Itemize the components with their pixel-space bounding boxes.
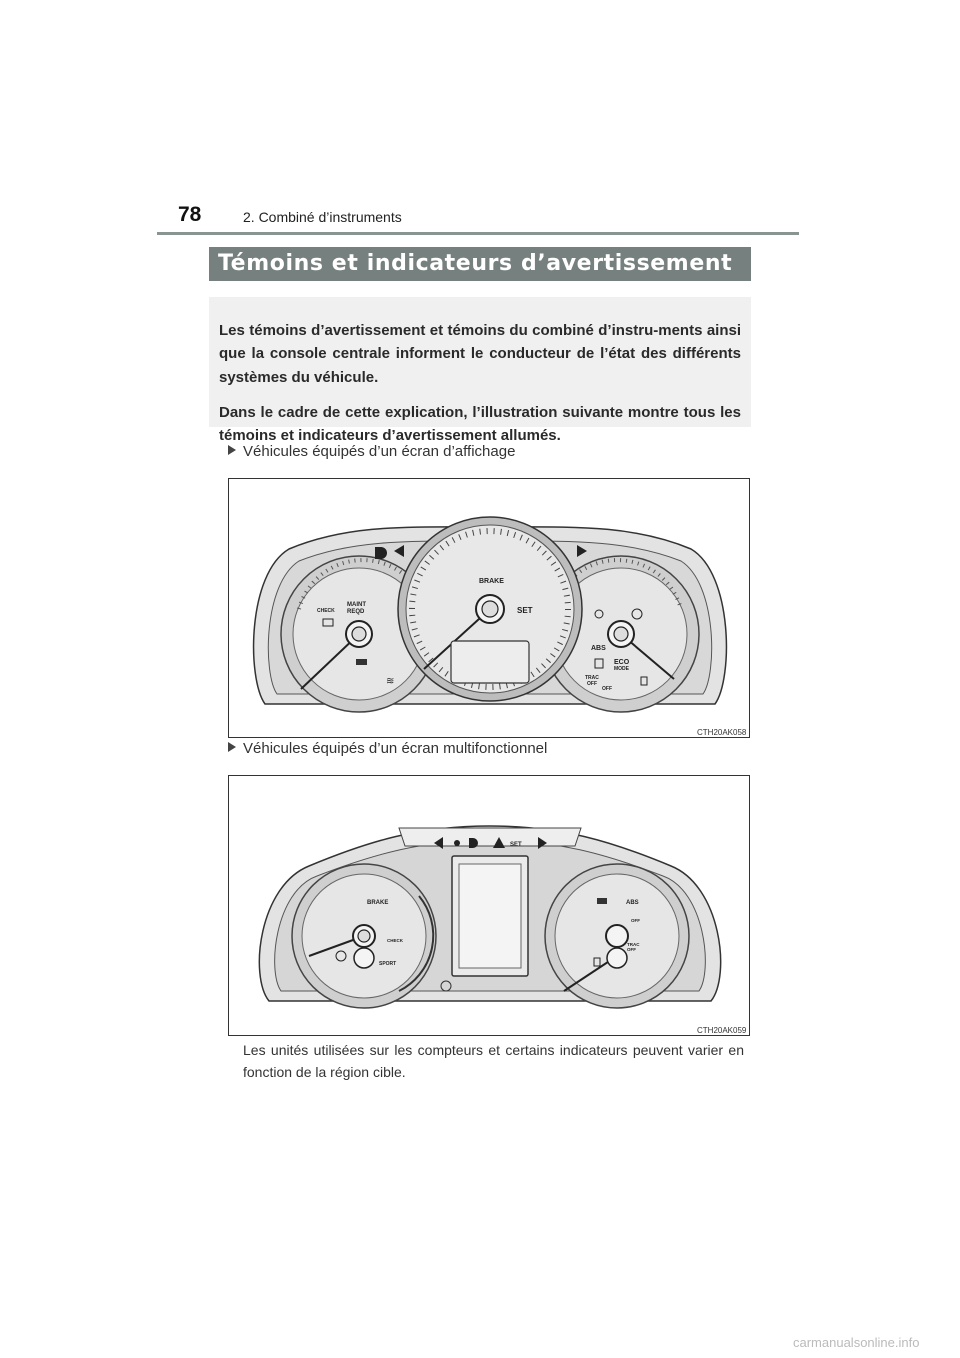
figure2-code: CTH20AK059	[697, 1026, 747, 1035]
figure1-cluster	[228, 478, 750, 738]
set-label: SET	[510, 842, 522, 848]
brake-label: BRAKE	[479, 578, 504, 585]
trac-label: TRAC	[585, 675, 599, 681]
check-label: CHECK	[317, 608, 335, 614]
eco-icon	[597, 898, 607, 904]
top-indicator-strip	[399, 828, 581, 846]
temp-icon: ≋	[386, 676, 395, 687]
figure2-illustration	[229, 776, 750, 1036]
eco-label: ECO	[614, 659, 630, 666]
right-gauge	[545, 864, 689, 1008]
intro-paragraph-2: Dans le cadre de cette explication, l’illustration suivante montre tous les témoins et indicateurs d’avertissement allumés.	[219, 403, 741, 444]
headlight-icon	[375, 547, 387, 559]
section-banner	[209, 247, 751, 281]
brake-label: BRAKE	[367, 900, 389, 906]
header-rule	[157, 232, 799, 235]
page-number: 78	[178, 203, 202, 226]
figure1-code: CTH20AK058	[697, 728, 747, 737]
eco-icon	[356, 659, 367, 665]
vsc-off-label: OFF	[631, 918, 640, 923]
intro-paragraph-1: Les témoins d’avertissement et témoins du combiné d’instru-ments ainsi que la console centrale informent le conducteur de l’état des différents systèmes du véhicule.	[219, 322, 741, 386]
watermark: carmanualsonline.info	[793, 1335, 920, 1350]
intro-box	[209, 297, 751, 444]
set-label: SET	[517, 606, 533, 615]
chapter-title: 2. Combiné d’instruments	[243, 209, 402, 225]
figure1-illustration	[229, 479, 750, 738]
mode-label: MODE	[614, 666, 629, 672]
figure2-caption-text: Véhicules équipés d’un écran multifonctionnel	[243, 740, 548, 757]
bullet-triangle-icon	[228, 445, 236, 455]
bullet-triangle-icon	[228, 742, 236, 752]
abs-label: ABS	[591, 645, 606, 652]
sport-label: SPORT	[379, 961, 397, 967]
trac-off-label: OFF	[627, 947, 636, 952]
figure1-caption	[228, 443, 515, 460]
display-screen	[451, 641, 529, 683]
abs-label: ABS	[626, 900, 639, 906]
tail-light-icon	[454, 840, 460, 846]
figure2-cluster	[228, 775, 750, 1036]
left-gauge	[292, 864, 436, 1008]
maint-label: MAINT	[347, 602, 366, 608]
check-label: CHECK	[387, 938, 404, 943]
vsc-off-label: OFF	[602, 686, 612, 692]
figure1-caption-text: Véhicules équipés d’un écran d’affichage	[243, 443, 516, 460]
section-title: Témoins et indicateurs d’avertissement	[218, 251, 733, 276]
reqd-label: REQD	[347, 609, 365, 615]
figure2-caption	[228, 740, 547, 757]
center-speedometer	[398, 517, 582, 701]
trac-off-label: OFF	[587, 681, 597, 687]
footnote: Les unités utilisées sur les compteurs et certains indicateurs peuvent varier en fonction de la région cible.	[243, 1042, 744, 1080]
trac-label: TRAC	[627, 942, 640, 947]
